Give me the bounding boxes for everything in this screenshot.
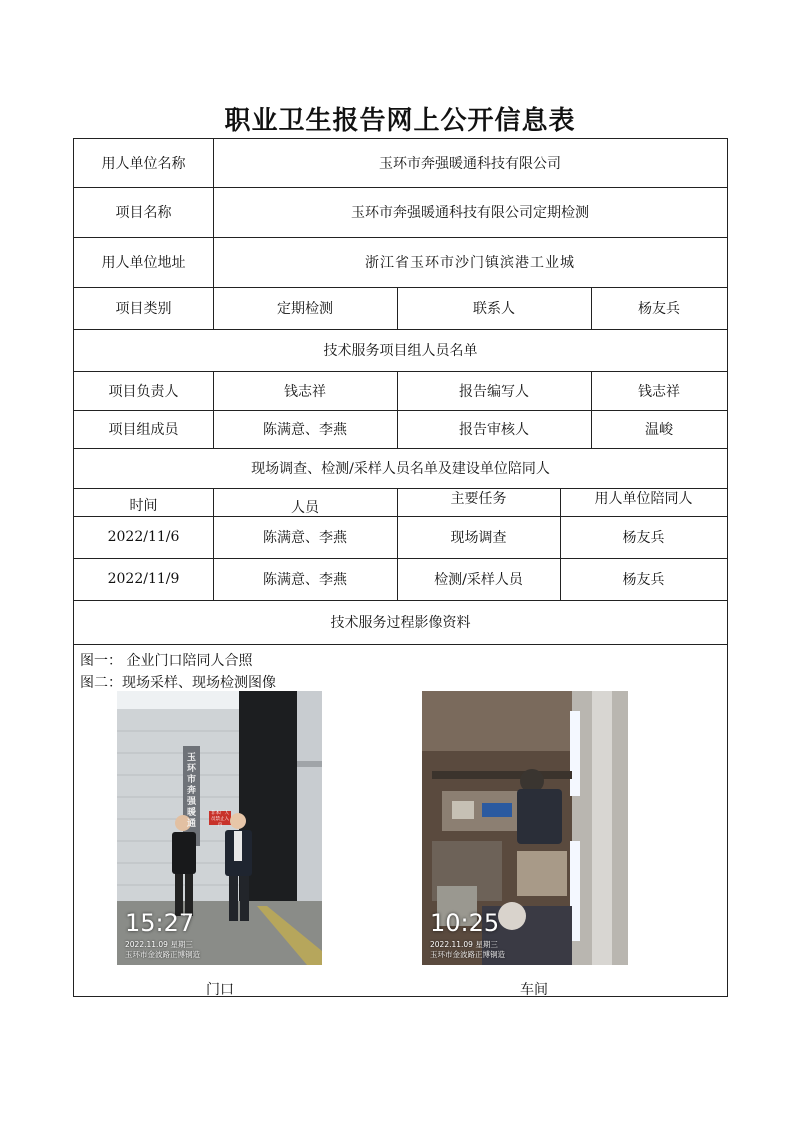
info-table [73,138,728,997]
unit-name-label: 用人单位名称 [101,156,186,172]
contact-value: 杨友兵 [638,301,680,317]
project-name-label: 项目名称 [115,205,172,221]
survey-row2-people: 陈满意、李燕 [263,572,347,588]
members-label: 项目组成员 [108,422,179,438]
survey-row1-time: 2022/11/6 [107,529,180,545]
reviewer-value: 温峻 [645,422,673,438]
entrance-photo-time: 15:27 [125,909,195,937]
workshop-photo [422,691,628,965]
workshop-photo-date: 2022.11.09 星期三 [430,940,498,949]
figure2-caption: 图二：现场采样、现场检测图像 [80,675,276,691]
unit-address-label: 用人单位地址 [101,255,186,271]
entrance-photo [117,691,322,965]
survey-header: 现场调查、检测/采样人员名单及建设单位陪同人 [251,461,550,477]
team-header: 技术服务项目组人员名单 [323,343,478,359]
project-name-value: 玉环市奔强暖通科技有限公司定期检测 [351,205,589,221]
survey-row1-people: 陈满意、李燕 [263,530,347,546]
survey-col-people: 人员 [291,500,319,516]
leader-label: 项目负责人 [108,383,179,400]
members-value: 陈满意、李燕 [263,422,347,438]
entrance-photo-date: 2022.11.09 星期三 [125,940,193,949]
survey-row2-time: 2022/11/9 [107,571,180,587]
survey-row1-task: 现场调查 [450,530,507,546]
contact-label: 联系人 [473,301,515,317]
images-header: 技术服务过程影像资料 [330,615,471,631]
survey-col-escort: 用人单位陪同人 [594,491,693,507]
writer-value: 钱志祥 [638,383,680,400]
entrance-notice-text: 非本厂人员禁止入内 [211,811,229,828]
survey-col-time: 时间 [129,498,158,514]
project-type-value: 定期检测 [277,301,333,317]
workshop-photo-caption: 车间 [520,982,548,998]
survey-col-task: 主要任务 [450,491,507,507]
entrance-photo-place: 玉环市金波路正博铜造 [125,950,200,959]
project-type-label: 项目类别 [115,301,172,317]
unit-address-value: 浙江省玉环市沙门镇滨港工业城 [365,255,575,271]
entrance-sign-text: 玉环市奔强暖通 [186,753,196,829]
leader-value: 钱志祥 [284,383,326,400]
unit-name-value: 玉环市奔强暖通科技有限公司 [379,156,561,172]
workshop-photo-place: 玉环市金波路正博铜造 [430,950,505,959]
survey-row1-escort: 杨友兵 [622,530,665,546]
page-title: 职业卫生报告网上公开信息表 [224,106,576,136]
reviewer-label: 报告审核人 [459,422,529,438]
entrance-photo-caption: 门口 [206,982,234,998]
survey-row2-task: 检测/采样人员 [434,572,523,588]
writer-label: 报告编写人 [459,383,529,400]
workshop-photo-time: 10:25 [430,909,500,937]
survey-row2-escort: 杨友兵 [622,572,665,588]
figure1-caption: 图一： 企业门口陪同人合照 [80,653,253,669]
